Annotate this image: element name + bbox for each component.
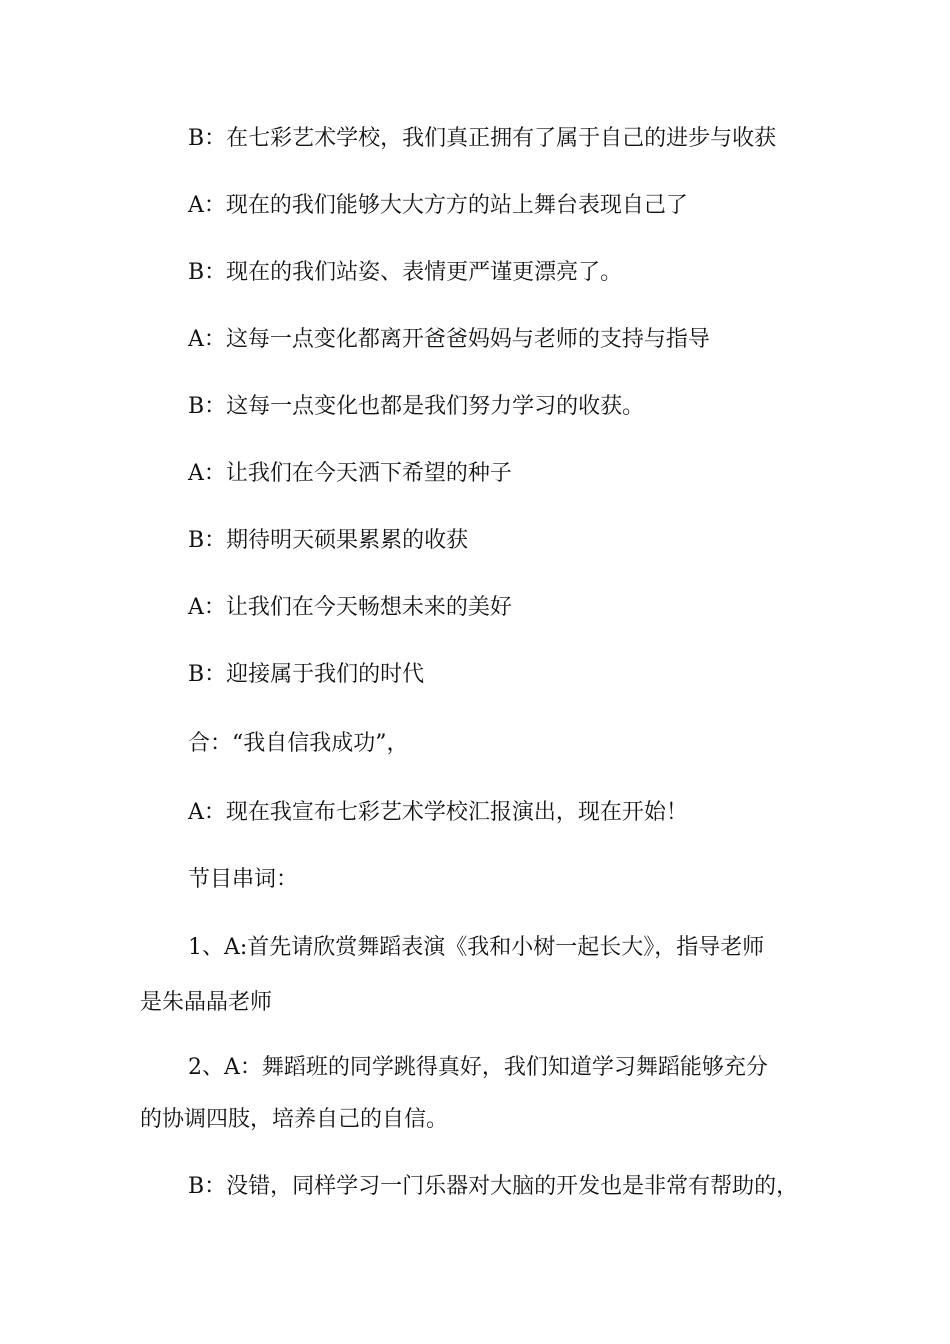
script-line: A：让我们在今天洒下希望的种子 bbox=[188, 461, 512, 486]
script-line: A：让我们在今天畅想未来的美好 bbox=[188, 595, 512, 620]
script-line: B：期待明天硕果累累的收获 bbox=[188, 528, 469, 553]
script-line: 是朱晶晶老师 bbox=[140, 990, 273, 1015]
script-line: A：现在我宣布七彩艺术学校汇报演出，现在开始！ bbox=[188, 800, 688, 825]
script-line: 合：“我自信我成功”， bbox=[188, 731, 409, 756]
script-line: 的协调四肢，培养自己的自信。 bbox=[140, 1107, 449, 1132]
script-line: B：迎接属于我们的时代 bbox=[188, 662, 425, 687]
section-heading: 节目串词： bbox=[188, 867, 299, 892]
script-line: A：这每一点变化都离开爸爸妈妈与老师的支持与指导 bbox=[188, 327, 710, 352]
script-line: A：现在的我们能够大大方方的站上舞台表现自己了 bbox=[188, 193, 688, 218]
script-line: B：没错，同样学习一门乐器对大脑的开发也是非常有帮助的， bbox=[188, 1174, 799, 1199]
script-line: 2、A：舞蹈班的同学跳得真好，我们知道学习舞蹈能够充分 bbox=[188, 1055, 768, 1080]
script-line: 1、A:首先请欣赏舞蹈表演《我和小树一起长大》，指导老师 bbox=[188, 935, 765, 960]
script-line: B：这每一点变化也都是我们努力学习的收获。 bbox=[188, 394, 645, 419]
script-line: B：在七彩艺术学校，我们真正拥有了属于自己的进步与收获 bbox=[188, 126, 777, 151]
script-line: B：现在的我们站姿、表情更严谨更漂亮了。 bbox=[188, 260, 623, 285]
